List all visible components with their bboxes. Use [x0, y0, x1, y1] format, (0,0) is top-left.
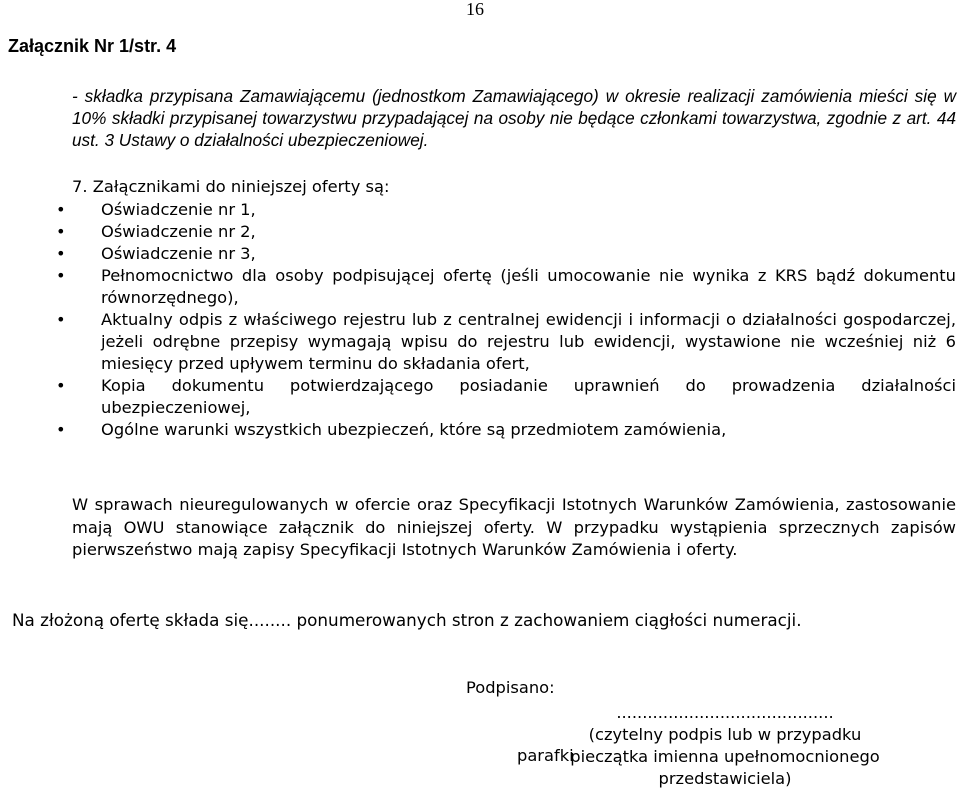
section-7-heading: 7. Załącznikami do niniejszej oferty są:: [72, 177, 390, 196]
signature-parafki: parafki: [517, 746, 574, 765]
list-item: [56, 221, 956, 243]
signed-label: Podpisano:: [466, 678, 555, 697]
list-item-text: Oświadczenie nr 1,: [101, 200, 256, 219]
list-item-text: Aktualny odpis z właściwego rejestru lub z centralnej ewidencji i informacji o działalności gospodarczej, jeżeli odrębne przepisy wymagają wpisu do rejestru lub ewidencji, wystawione nie wcześniej niż 6 miesięcy przed upływem terminu do składania ofert,: [101, 310, 956, 373]
list-item: [56, 265, 956, 309]
pages-count-line: Na złożoną ofertę składa się........ ponumerowanych stron z zachowaniem ciągłości numeracji.: [12, 610, 802, 630]
attachments-list: [56, 199, 956, 441]
signature-caption: przedstawiciela): [658, 769, 792, 788]
list-item-text: Oświadczenie nr 3,: [101, 244, 256, 263]
owu-paragraph: W sprawach nieuregulowanych w ofercie oraz Specyfikacji Istotnych Warunków Zamówienia, zastosowanie mają OWU stanowiące załącznik do niniejszej oferty. W przypadku wystąpienia sprzecznych zapisów pierwszeństwo mają zapisy Specyfikacji Istotnych Warunków Zamówienia i oferty.: [72, 495, 956, 559]
list-item-text: Ogólne warunki wszystkich ubezpieczeń, które są przedmiotem zamówienia,: [101, 420, 727, 439]
signature-caption: (czytelny podpis lub w przypadku: [588, 725, 862, 744]
page-number: 16: [466, 0, 484, 19]
attachment-title: Załącznik Nr 1/str. 4: [8, 36, 177, 56]
bullet-icon: •: [56, 376, 66, 395]
signature-caption: pieczątka imienna upełnomocnionego: [570, 747, 880, 766]
list-item-text: Kopia dokumentu potwierdzającego posiadanie uprawnień do prowadzenia działalności ubezpieczeniowej,: [101, 376, 956, 417]
bullet-icon: •: [56, 420, 66, 439]
list-item-text: Pełnomocnictwo dla osoby podpisującej ofertę (jeśli umocowanie nie wynika z KRS bądź dokumentu równorzędnego),: [101, 266, 956, 307]
list-item: [56, 309, 956, 375]
list-item-text: Oświadczenie nr 2,: [101, 222, 256, 241]
signature-dots: ..........................................: [616, 703, 834, 722]
bullet-icon: •: [56, 310, 66, 329]
bullet-icon: •: [56, 244, 66, 263]
list-item: [56, 375, 956, 419]
list-item: [56, 243, 956, 265]
list-item: [56, 199, 956, 221]
bullet-icon: •: [56, 222, 66, 241]
italic-note: - składka przypisana Zamawiającemu (jednostkom Zamawiającego) w okresie realizacji zamówienia mieści się w 10% składki przypisanej towarzystwu przypadającej na osoby nie będące członkami towarzystwa, zgodnie z art. 44 ust. 3 Ustawy o działalności ubezpieczeniowej.: [72, 86, 956, 150]
bullet-icon: •: [56, 266, 66, 285]
bullet-icon: •: [56, 200, 66, 219]
list-item: [56, 419, 956, 441]
